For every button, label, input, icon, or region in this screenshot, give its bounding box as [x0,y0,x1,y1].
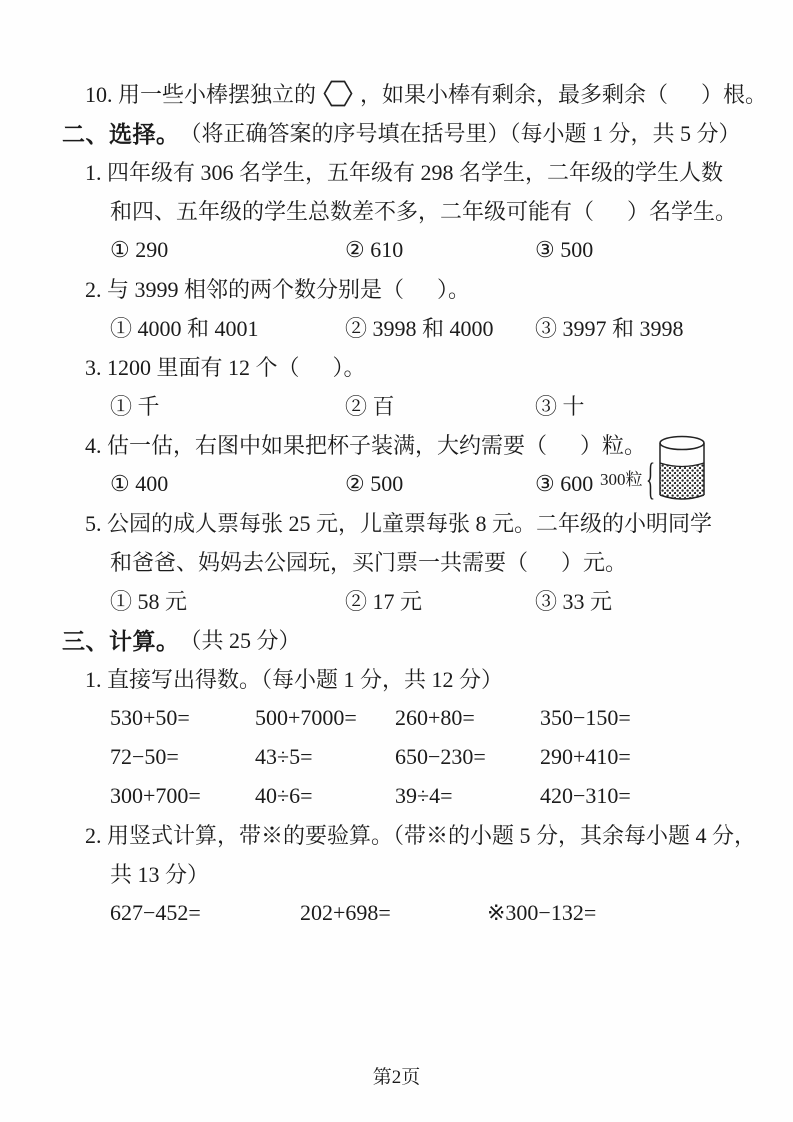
question-3-options [62,386,749,425]
cup-capacity-label: 300粒 [600,470,643,489]
question-1-options [62,230,749,269]
section-3-subtitle: （共 25 分） [179,628,301,653]
question-1-line-2 [62,191,749,230]
calc-cell: 72−50= [110,743,179,769]
question-5-line-2 [62,542,749,581]
brace-icon: { [646,455,656,505]
option-2: ② 百 [345,394,395,419]
calc-2-header-line-2 [62,854,749,893]
question-5-text: 5. 公园的成人票每张 25 元，儿童票每张 8 元。二年级的小明同学 [85,511,713,536]
option-1: ① 290 [110,236,169,262]
section-2-subtitle: （将正确答案的序号填在括号里）（每小题 1 分，共 5 分） [179,121,741,146]
calc-cell: 420−310= [540,782,631,808]
page-number: 第2页 [372,1067,421,1088]
question-1-text: 1. 四年级有 306 名学生，五年级有 298 名学生，二年级的学生人数 [85,160,724,185]
question-2-text: 2. 与 3999 相邻的两个数分别是（ ）。 [85,277,471,302]
option-1: ① 400 [110,470,169,496]
option-2: ② 610 [345,236,404,262]
calc-cell: 43÷5= [255,743,313,769]
section-3-title: 三、计算。 [62,629,180,654]
question-1-text-cont: 和四、五年级的学生总数差不多，二年级可能有（ ）名学生。 [110,199,738,224]
calc-cell: 500+7000= [255,704,357,730]
vertical-calc-problem: 202+698= [300,899,391,925]
question-3-line-1 [62,347,749,386]
hexagon-icon [323,80,353,107]
calc-cell: 39÷4= [395,782,453,808]
option-1: ① 千 [110,394,160,419]
calc-2-header-text: 2. 用竖式计算，带※的要验算。（带※的小题 5 分，其余每小题 4 分， [85,823,757,848]
option-2: ② 17 元 [345,589,423,614]
calc-2-problems [62,893,749,932]
calc-cell: 530+50= [110,704,190,730]
question-10 [62,74,768,113]
calc-1-header-text: 1. 直接写出得数。（每小题 1 分，共 12 分） [85,667,504,692]
calc-cell: 300+700= [110,782,201,808]
question-2-options [62,308,749,347]
option-3: ③ 600 [535,470,594,496]
option-3: ③ 十 [535,394,585,419]
vertical-calc-problem: ※300−132= [487,899,597,925]
option-3: ③ 3997 和 3998 [535,316,684,341]
question-4-text: 4. 估一估，右图中如果把杯子装满，大约需要（ ）粒。 [85,433,647,458]
question-1-line-1 [62,152,749,191]
calc-1-header [62,659,749,698]
option-3: ③ 33 元 [535,589,613,614]
calc-cell: 260+80= [395,704,475,730]
calc-row-3 [62,776,749,815]
calc-2-header-line-1 [62,815,757,854]
cup-figure [600,434,730,508]
calc-cell: 40÷6= [255,782,313,808]
calc-cell: 350−150= [540,704,631,730]
option-2: ② 3998 和 4000 [345,316,494,341]
vertical-calc-problem: 627−452= [110,899,201,925]
question-5-options [62,581,749,620]
calc-2-header-text-cont: 共 13 分） [110,862,210,887]
question-10-text-cont: ，如果小棒有剩余，最多剩余（ ）根。 [360,82,768,107]
section-2-header [62,113,749,152]
cup-illustration [656,434,708,506]
question-10-text: 10. 用一些小棒摆独立的 [85,82,317,107]
calc-row-2 [62,737,749,776]
calc-cell: 290+410= [540,743,631,769]
question-3-text: 3. 1200 里面有 12 个（ ）。 [85,355,366,380]
question-2-line-1 [62,269,749,308]
section-3-header [62,620,749,659]
option-2: ② 500 [345,470,404,496]
section-2-title: 二、选择。 [62,122,180,147]
option-3: ③ 500 [535,236,594,262]
calc-cell: 650−230= [395,743,486,769]
option-1: ① 4000 和 4001 [110,316,259,341]
option-1: ① 58 元 [110,589,188,614]
question-5-line-1 [62,503,749,542]
calc-row-1 [62,698,749,737]
question-5-text-cont: 和爸爸、妈妈去公园玩，买门票一共需要（ ）元。 [110,550,628,575]
